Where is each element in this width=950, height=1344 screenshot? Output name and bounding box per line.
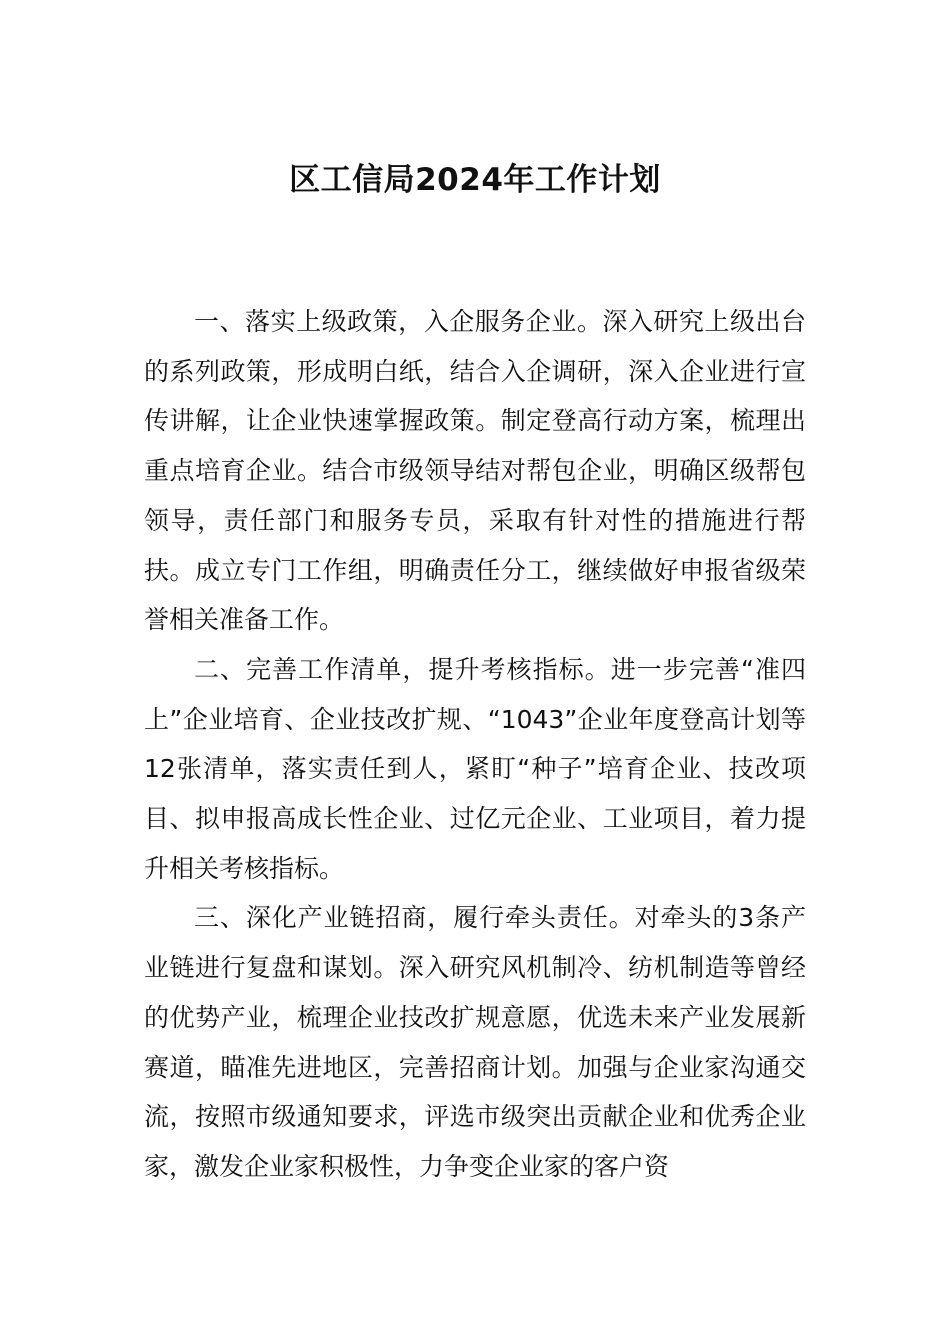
paragraph-1: 一、落实上级政策，入企服务企业。深入研究上级出台的系列政策，形成明白纸，结合入企调研，深入企业进行宣传讲解，让企业快速掌握政策。制定登高行动方案，梳理出重点培育企业。结合市级领导结对帮包企业，明确区级帮包领导，责任部门和服务专员，采取有针对性的措施进行帮扶。成立专门工作组，明确责任分工，继续做好申报省级荣誉相关准备工作。: [144, 307, 806, 635]
paragraph-2: 二、完善工作清单，提升考核指标。进一步完善“准四上”企业培育、企业技改扩规、“1043”企业年度登高计划等12张清单，落实责任到人，紧盯“种子”培育企业、技改项目、拟申报高成长性企业、过亿元企业、工业项目，着力提升相关考核指标。: [144, 654, 806, 883]
paragraph-3: 三、深化产业链招商，履行牵头责任。对牵头的3条产业链进行复盘和谋划。深入研究风机制冷、纺机制造等曾经的优势产业，梳理企业技改扩规意愿，优选未来产业发展新赛道，瞄准先进地区，完善招商计划。加强与企业家沟通交流，按照市级通知要求，评选市级突出贡献企业和优秀企业家，激发企业家积极性，力争变企业家的客户资: [144, 903, 806, 1181]
document-body: [144, 297, 806, 1192]
document-title: 区工信局2024年工作计划: [289, 162, 661, 198]
